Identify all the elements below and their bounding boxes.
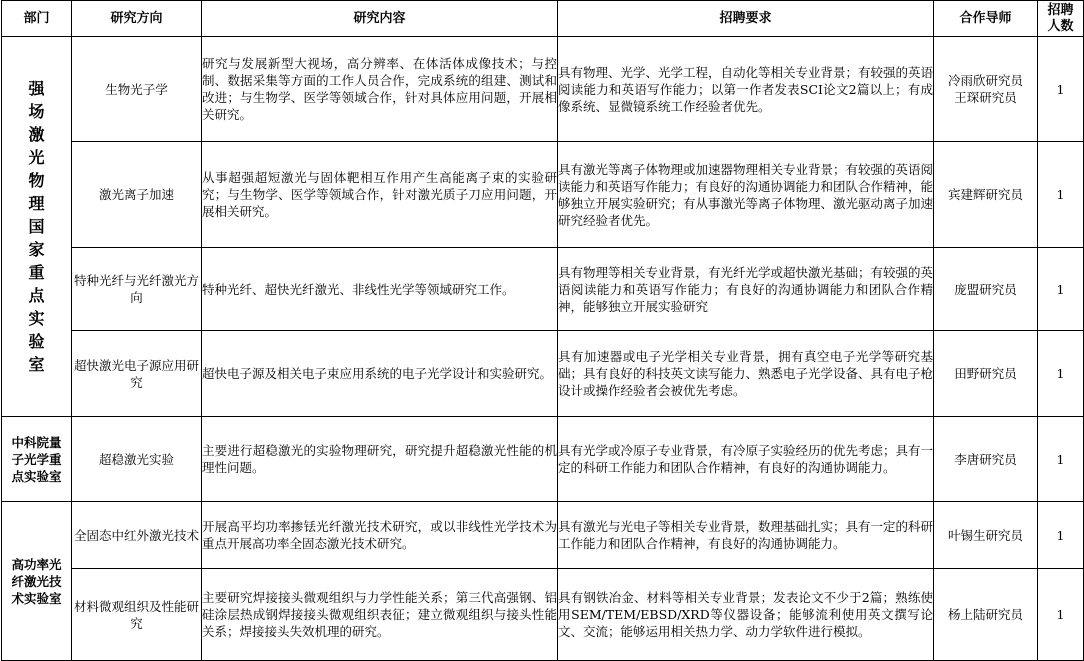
research-direction-cell: 超快激光电子源应用研究 [72,331,202,417]
supervisor-cell: 杨上陆研究员 [934,569,1038,661]
research-content-cell: 特种光纤、超快光纤激光、非线性光学等领域研究工作。 [202,248,558,331]
requirements-cell: 具有物理等相关专业背景，有光纤光学或超快激光基础；有较强的英语阅读能力和英语写作能力；有良好的沟通协调能力和团队合作精神，能够独立开展实验研究 [558,248,934,331]
recruitment-table [1,0,1084,661]
requirements-cell: 具有激光等离子体物理或加速器物理相关专业背景；有较强的英语阅读能力和英语写作能力；有良好的沟通协调能力和团队合作精神，能够独立开展实验研究；有从事激光等离子体物理、激光驱动离子加速研究经验者优先。 [558,142,934,248]
table-row [2,142,1084,248]
department-cell [2,502,72,661]
department-name: 中科院量子光学重点实验室 [11,434,62,484]
research-direction-cell: 激光离子加速 [72,142,202,248]
hiring-count-cell: 1 [1038,37,1084,142]
table-row [2,417,1084,502]
supervisor-cell: 冷雨欣研究员 王琛研究员 [934,37,1038,142]
requirements-cell: 具有加速器或电子光学相关专业背景，拥有真空电子光学等研究基础；具有良好的科技英文读写能力、熟悉电子光学设备、具有电子枪设计或操作经验者会被优先考虑。 [558,331,934,417]
research-content-cell: 研究与发展新型大视场，高分辨率、在体活体成像技术；与控制、数据采集等方面的工作人员合作，完成系统的组建、测试和改进；与生物学、医学等领域合作，针对具体应用问题，开展相关研究。 [202,37,558,142]
requirements-cell: 具有激光与光电子等相关专业背景，数理基础扎实；具有一定的科研工作能力和团队合作精神，有良好的沟通协调能力。 [558,502,934,569]
supervisor-cell: 庞盟研究员 [934,248,1038,331]
research-content-cell: 超快电子源及相关电子束应用系统的电子光学设计和实验研究。 [202,331,558,417]
header-dept: 部门 [2,1,72,37]
supervisor-cell: 李唐研究员 [934,417,1038,502]
hiring-count-cell: 1 [1038,417,1084,502]
header-supervisor: 合作导师 [934,1,1038,37]
header-count [1038,1,1084,37]
hiring-count-cell: 1 [1038,142,1084,248]
research-content-cell: 从事超强超短激光与固体靶相互作用产生高能离子束的实验研究；与生物学、医学等领域合作，针对激光质子刀应用问题，开展相关研究。 [202,142,558,248]
hiring-count-cell: 1 [1038,248,1084,331]
research-direction-cell: 生物光子学 [72,37,202,142]
supervisor-cell: 田野研究员 [934,331,1038,417]
requirements-cell: 具有钢铁冶金、材料等相关专业背景；发表论文不少于2篇；熟练使用SEM/TEM/EBSD/XRD等仪器设备；能够流利使用英文撰写论文、交流；能够运用相关热力学、动力学软件进行模拟。 [558,569,934,661]
table-row [2,331,1084,417]
department-name: 强场激光物理国家重点实验室 [28,79,45,374]
supervisor-cell: 宾建辉研究员 [934,142,1038,248]
hiring-count-cell: 1 [1038,331,1084,417]
research-direction-cell: 超稳激光实验 [72,417,202,502]
table-row [2,37,1084,142]
table-row [2,502,1084,569]
header-row [2,1,1084,37]
department-name: 高功率光纤激光技术实验室 [11,556,62,606]
table-row [2,248,1084,331]
research-direction-cell: 全固态中红外激光技术 [72,502,202,569]
research-direction-cell: 材料微观组织及性能研究 [72,569,202,661]
supervisor-cell: 叶锡生研究员 [934,502,1038,569]
requirements-cell: 具有光学或冷原子专业背景，有冷原子实验经历的优先考虑；具有一定的科研工作能力和团队合作精神，有良好的沟通协调能力。 [558,417,934,502]
hiring-count-cell: 1 [1038,502,1084,569]
header-requirements: 招聘要求 [558,1,934,37]
requirements-cell: 具有物理、光学、光学工程，自动化等相关专业背景；有较强的英语阅读能力和英语写作能力；以第一作者发表SCI论文2篇以上；有成像系统、显微镜系统工作经验者优先。 [558,37,934,142]
research-direction-cell: 特种光纤与光纤激光方向 [72,248,202,331]
department-cell [2,37,72,417]
header-direction: 研究方向 [72,1,202,37]
hiring-count-cell: 1 [1038,569,1084,661]
research-content-cell: 主要研究焊接接头微观组织与力学性能关系；第三代高强钢、铝硅涂层热成钢焊接接头微观组织表征；建立微观组织与接头性能关系；焊接接头失效机理的研究。 [202,569,558,661]
research-content-cell: 开展高平均功率掺铥光纤激光技术研究，或以非线性光学技术为重点开展高功率全固态激光技术研究。 [202,502,558,569]
header-count-label: 招聘人数 [1047,2,1074,34]
header-content: 研究内容 [202,1,558,37]
research-content-cell: 主要进行超稳激光的实验物理研究，研究提升超稳激光性能的机理性问题。 [202,417,558,502]
department-cell [2,417,72,502]
table-row [2,569,1084,661]
